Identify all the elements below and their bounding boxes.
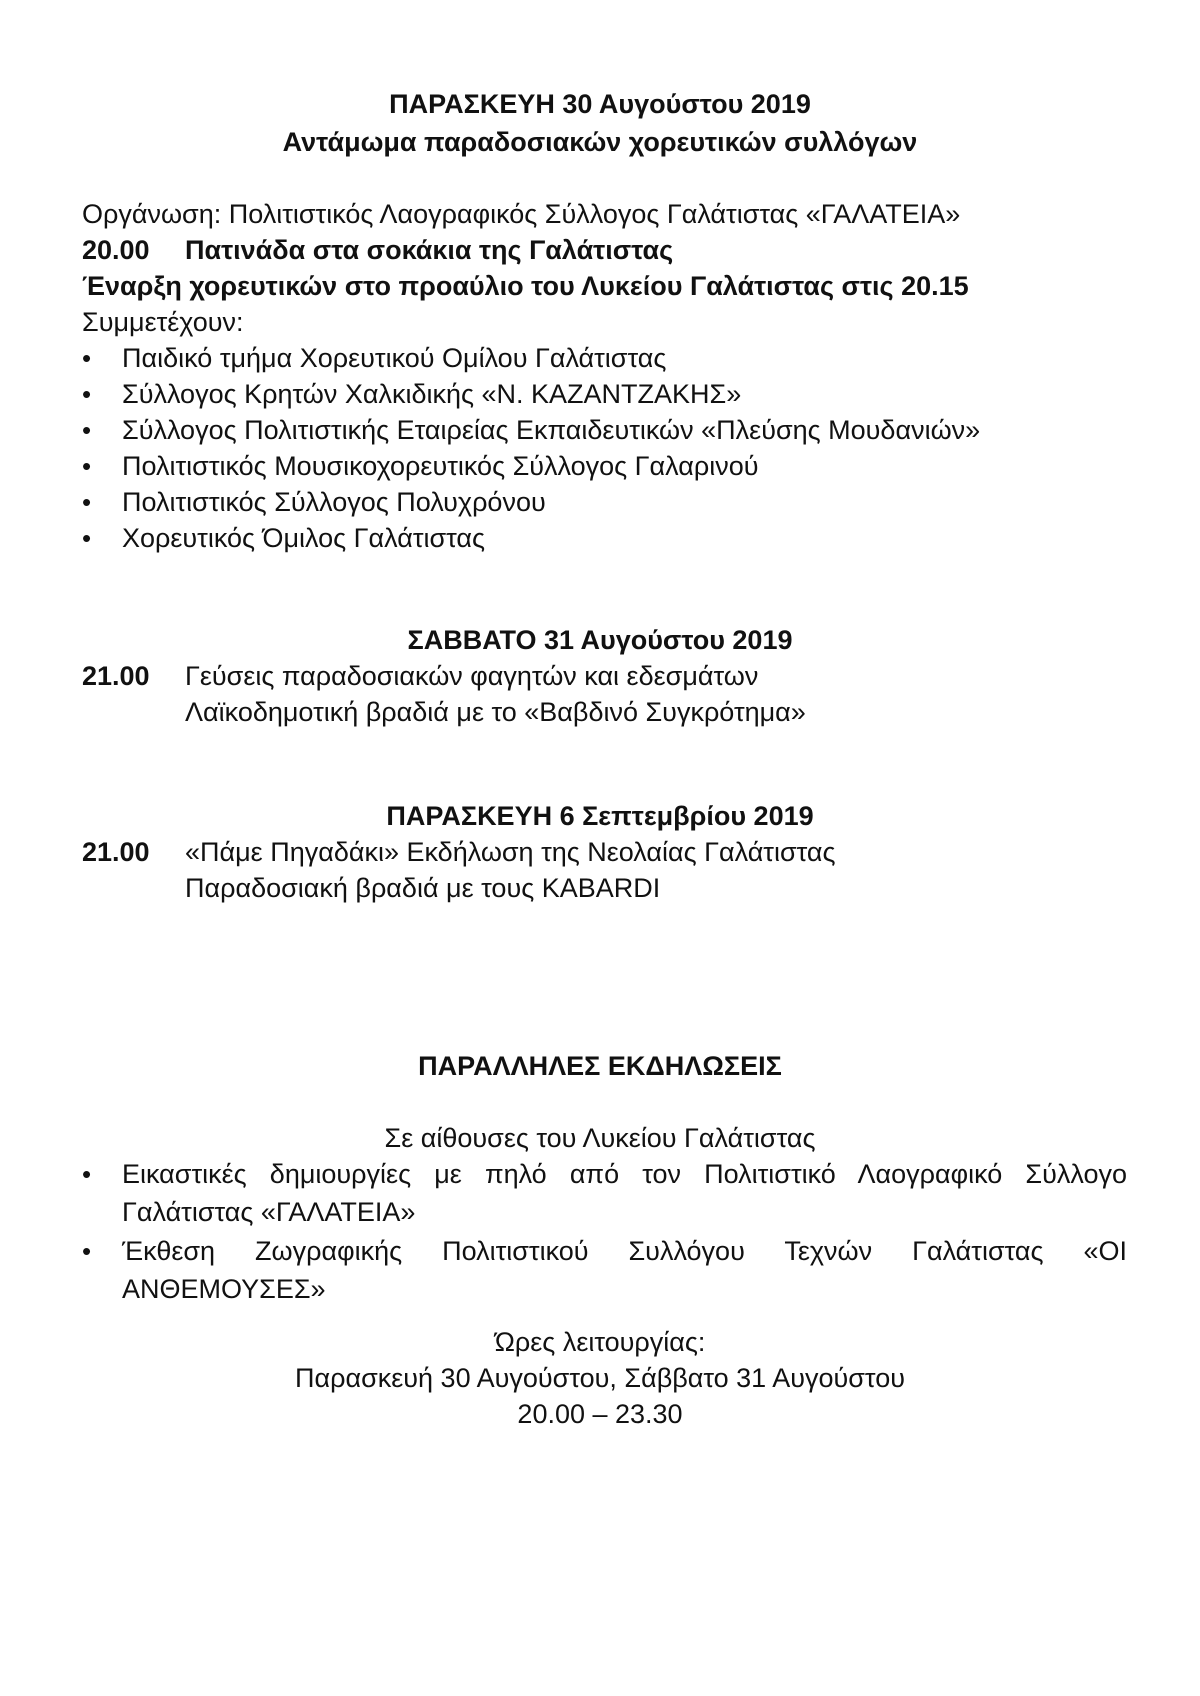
hours-time: 20.00 – 23.30 <box>517 1399 683 1429</box>
day2-line2: Λαϊκοδημοτική βραδιά με το «Βαβδινό Συγκρότημα» <box>185 697 806 727</box>
list-item <box>82 448 759 484</box>
organizer-text: Οργάνωση: Πολιτιστικός Λαογραφικός Σύλλογος Γαλάτιστας «ΓΑΛΑΤΕΙΑ» <box>82 199 961 229</box>
bullet-icon: • <box>82 523 92 553</box>
list-item <box>82 412 980 448</box>
participant-name: Πολιτιστικός Μουσικοχορευτικός Σύλλογος Γαλαρινού <box>122 451 759 481</box>
parallel-item: Εικαστικές δημιουργίες με πηλό από τον Πολιτιστικό Λαογραφικό Σύλλογο Γαλάτιστας «ΓΑΛΑΤΕΙΑ» <box>122 1159 1127 1227</box>
day3-line1 <box>82 834 836 870</box>
parallel-item: Έκθεση Ζωγραφικής Πολιτιστικού Συλλόγου Τεχνών Γαλάτιστας «ΟΙ ΑΝΘΕΜΟΥΣΕΣ» <box>122 1236 1127 1304</box>
day3-event: «Πάμε Πηγαδάκι» Εκδήλωση της Νεολαίας Γαλάτιστας <box>185 837 836 867</box>
day2-line1 <box>82 658 758 694</box>
hours-label: Ώρες λειτουργίας: <box>494 1327 706 1357</box>
bullet-icon: • <box>82 379 92 409</box>
participant-name: Σύλλογος Κρητών Χαλκιδικής «Ν. ΚΑΖΑΝΤΖΑΚΗΣ» <box>122 379 742 409</box>
participant-name: Πολιτιστικός Σύλλογος Πολυχρόνου <box>122 487 546 517</box>
day2-heading: ΣΑΒΒΑΤΟ 31 Αυγούστου 2019 <box>407 625 793 655</box>
participants-label: Συμμετέχουν: <box>82 307 244 337</box>
participant-name: Σύλλογος Πολιτιστικής Εταιρείας Εκπαιδευτικών «Πλεύσης Μουδανιών» <box>122 415 981 445</box>
list-item <box>82 520 485 556</box>
day1-start-note: Έναρξη χορευτικών στο προαύλιο του Λυκείου Γαλάτιστας στις 20.15 <box>82 271 969 301</box>
bullet-icon: • <box>82 451 92 481</box>
bullet-icon: • <box>82 1236 92 1266</box>
day1-heading: ΠΑΡΑΣΚΕΥΗ 30 Αυγούστου 2019 <box>389 89 811 119</box>
participant-name: Χορευτικός Όμιλος Γαλάτιστας <box>122 523 486 553</box>
parallel-heading: ΠΑΡΑΛΛΗΛΕΣ ΕΚΔΗΛΩΣΕΙΣ <box>418 1051 782 1081</box>
day1-event: Πατινάδα στα σοκάκια της Γαλάτιστας <box>185 235 674 265</box>
list-item <box>82 340 666 376</box>
list-item <box>82 376 741 412</box>
day3-heading: ΠΑΡΑΣΚΕΥΗ 6 Σεπτεμβρίου 2019 <box>386 801 814 831</box>
bullet-icon: • <box>82 487 92 517</box>
bullet-icon: • <box>82 1159 92 1189</box>
list-item <box>82 484 546 520</box>
day3-line2: Παραδοσιακή βραδιά με τους KABARDI <box>185 873 661 903</box>
bullet-icon: • <box>82 415 92 445</box>
hours-days: Παρασκευή 30 Αυγούστου, Σάββατο 31 Αυγούστου <box>295 1363 905 1393</box>
day3-time: 21.00 <box>82 837 150 867</box>
day1-event-line <box>82 232 673 268</box>
participant-name: Παιδικό τμήμα Χορευτικού Ομίλου Γαλάτιστας <box>122 343 667 373</box>
day1-subheading: Αντάμωμα παραδοσιακών χορευτικών συλλόγων <box>282 127 918 157</box>
day2-event: Γεύσεις παραδοσιακών φαγητών και εδεσμάτων <box>185 661 759 691</box>
day2-time: 21.00 <box>82 661 150 691</box>
bullet-icon: • <box>82 343 92 373</box>
parallel-location: Σε αίθουσες του Λυκείου Γαλάτιστας <box>384 1123 816 1153</box>
day1-time: 20.00 <box>82 235 150 265</box>
